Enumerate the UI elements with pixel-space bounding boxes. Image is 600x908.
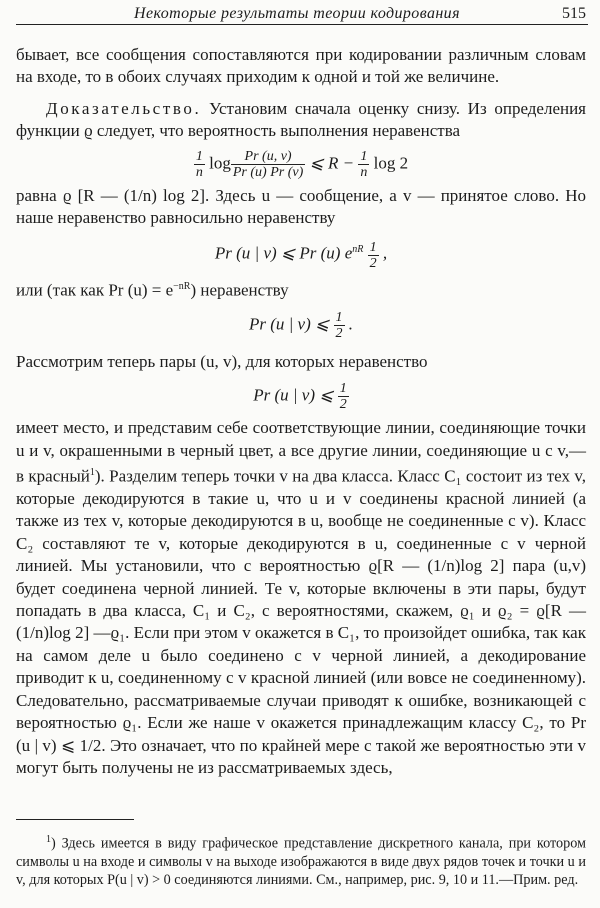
footnote-text: ) Здесь имеется в виду графическое представление дискретного канала, при котором символы u на входе и символы v на выходе изображаются в виде двух рядов точек и точки u и v, для которых P(u | v) > 0 соединяются линиями. См., например, рис. 9, 10 и 11.—Прим. ред. xyxy=(16,835,586,889)
proof-word: Доказательство. xyxy=(46,98,202,118)
paragraph-1: бывает, все сообщения сопоставляются при кодировании различным словам на входе, то в обоих случаях приходим к одной и той же величине. xyxy=(16,45,586,87)
page-header xyxy=(16,2,588,25)
running-head: Некоторые результаты теории кодирования xyxy=(134,5,460,22)
fraction-1-over-n-2: $\frac{1}{n}$ xyxy=(360,148,368,180)
paragraph-5: Рассмотрим теперь пары (u, v), для которых неравенство xyxy=(16,351,428,371)
paragraph-2-text: Установим сначала оценку снизу. Из определения функции ϱ следует, что вероятность выполнения неравенства xyxy=(16,98,587,141)
paragraph-3: равна ϱ [R — (1/n) log 2]. Здесь u — сообщение, а v — принятое слово. Но наше неравенство равносильно неравенству xyxy=(16,185,586,228)
formula-2: Pr (u | v) ⩽ Pr (u) $e^{nR}$ $\frac{1}{2}$ , xyxy=(214,239,388,271)
footnote-reference: 1 xyxy=(89,466,95,478)
log-symbol: log xyxy=(209,153,231,173)
fraction-one-half: $\frac{1}{2}$ xyxy=(335,309,343,341)
formula-1 xyxy=(16,149,586,180)
formula-3: Pr (u | v) ⩽ $\frac{1}{2}$ . xyxy=(248,309,354,341)
page-number: 515 xyxy=(562,5,586,22)
fraction-probability: $\frac{Pr (u, v)}{Pr (u) Pr (v)}$ xyxy=(232,148,304,180)
paragraph-6: имеет место, и представим себе соответствующие линии, соединяющие точки u и v, окрашенными в черный цвет, а все другие линии, соединяющие u с v,— в красный$^1$). Разделим теперь точки v на два класса. Класс C₁ состоит из тех v, которые декодируются в такие u, что u и v соединены красной линией (а также из тех v, которые декодируются в u, вообще не соединенные с v). Класс C₂ составляют те v, которые декодируются в u, соединенные с v черной линией. Мы установили, что с вероятностью ϱ[R — (1/n)log 2] пара (u,v) будет соединена черной линией. Те v, которые включены в эти пары, будут попадать в два класса, C₁ и C₂, с вероятностями, скажем, ϱ₁ и ϱ₂ = ϱ[R — (1/n)log 2] —ϱ₁. Если при этом v окажется в C₁, то произойдет ошибка, так как на самом деле u было соединено с v черной линией, а декодирование приводит к u, соединенному с v красной линией (или вовсе не соединенному). Следовательно, рассматриваемые случаи приводят к ошибке, возникающей с вероятностью ϱ₁. Если же наше v окажется принадлежащим классу C₂, то Pr (u | v) ⩽ 1/2. Это означает, что по крайней мере с такой же вероятностью эти v могут быть получены не из рассматриваемых здесь, xyxy=(16,418,586,777)
fraction-one-half: $\frac{1}{2}$ xyxy=(369,239,377,271)
formula-4: Pr (u | v) ⩽ $\frac{1}{2}$ xyxy=(253,381,347,413)
paragraph-proof xyxy=(16,98,586,143)
footnote-divider xyxy=(16,819,134,820)
footnote-mark: 1 xyxy=(46,834,51,845)
log-two: log 2 xyxy=(373,153,409,173)
fraction-1-over-n: $\frac{1}{n}$ xyxy=(195,148,203,180)
main-text xyxy=(16,44,586,779)
footnote xyxy=(16,831,586,889)
paragraph-4: или (так как Pr $(u) = e^{-nR}$) неравенству xyxy=(16,280,289,300)
fraction-one-half: $\frac{1}{2}$ xyxy=(339,381,347,413)
relation: ⩽ R − xyxy=(309,153,355,173)
